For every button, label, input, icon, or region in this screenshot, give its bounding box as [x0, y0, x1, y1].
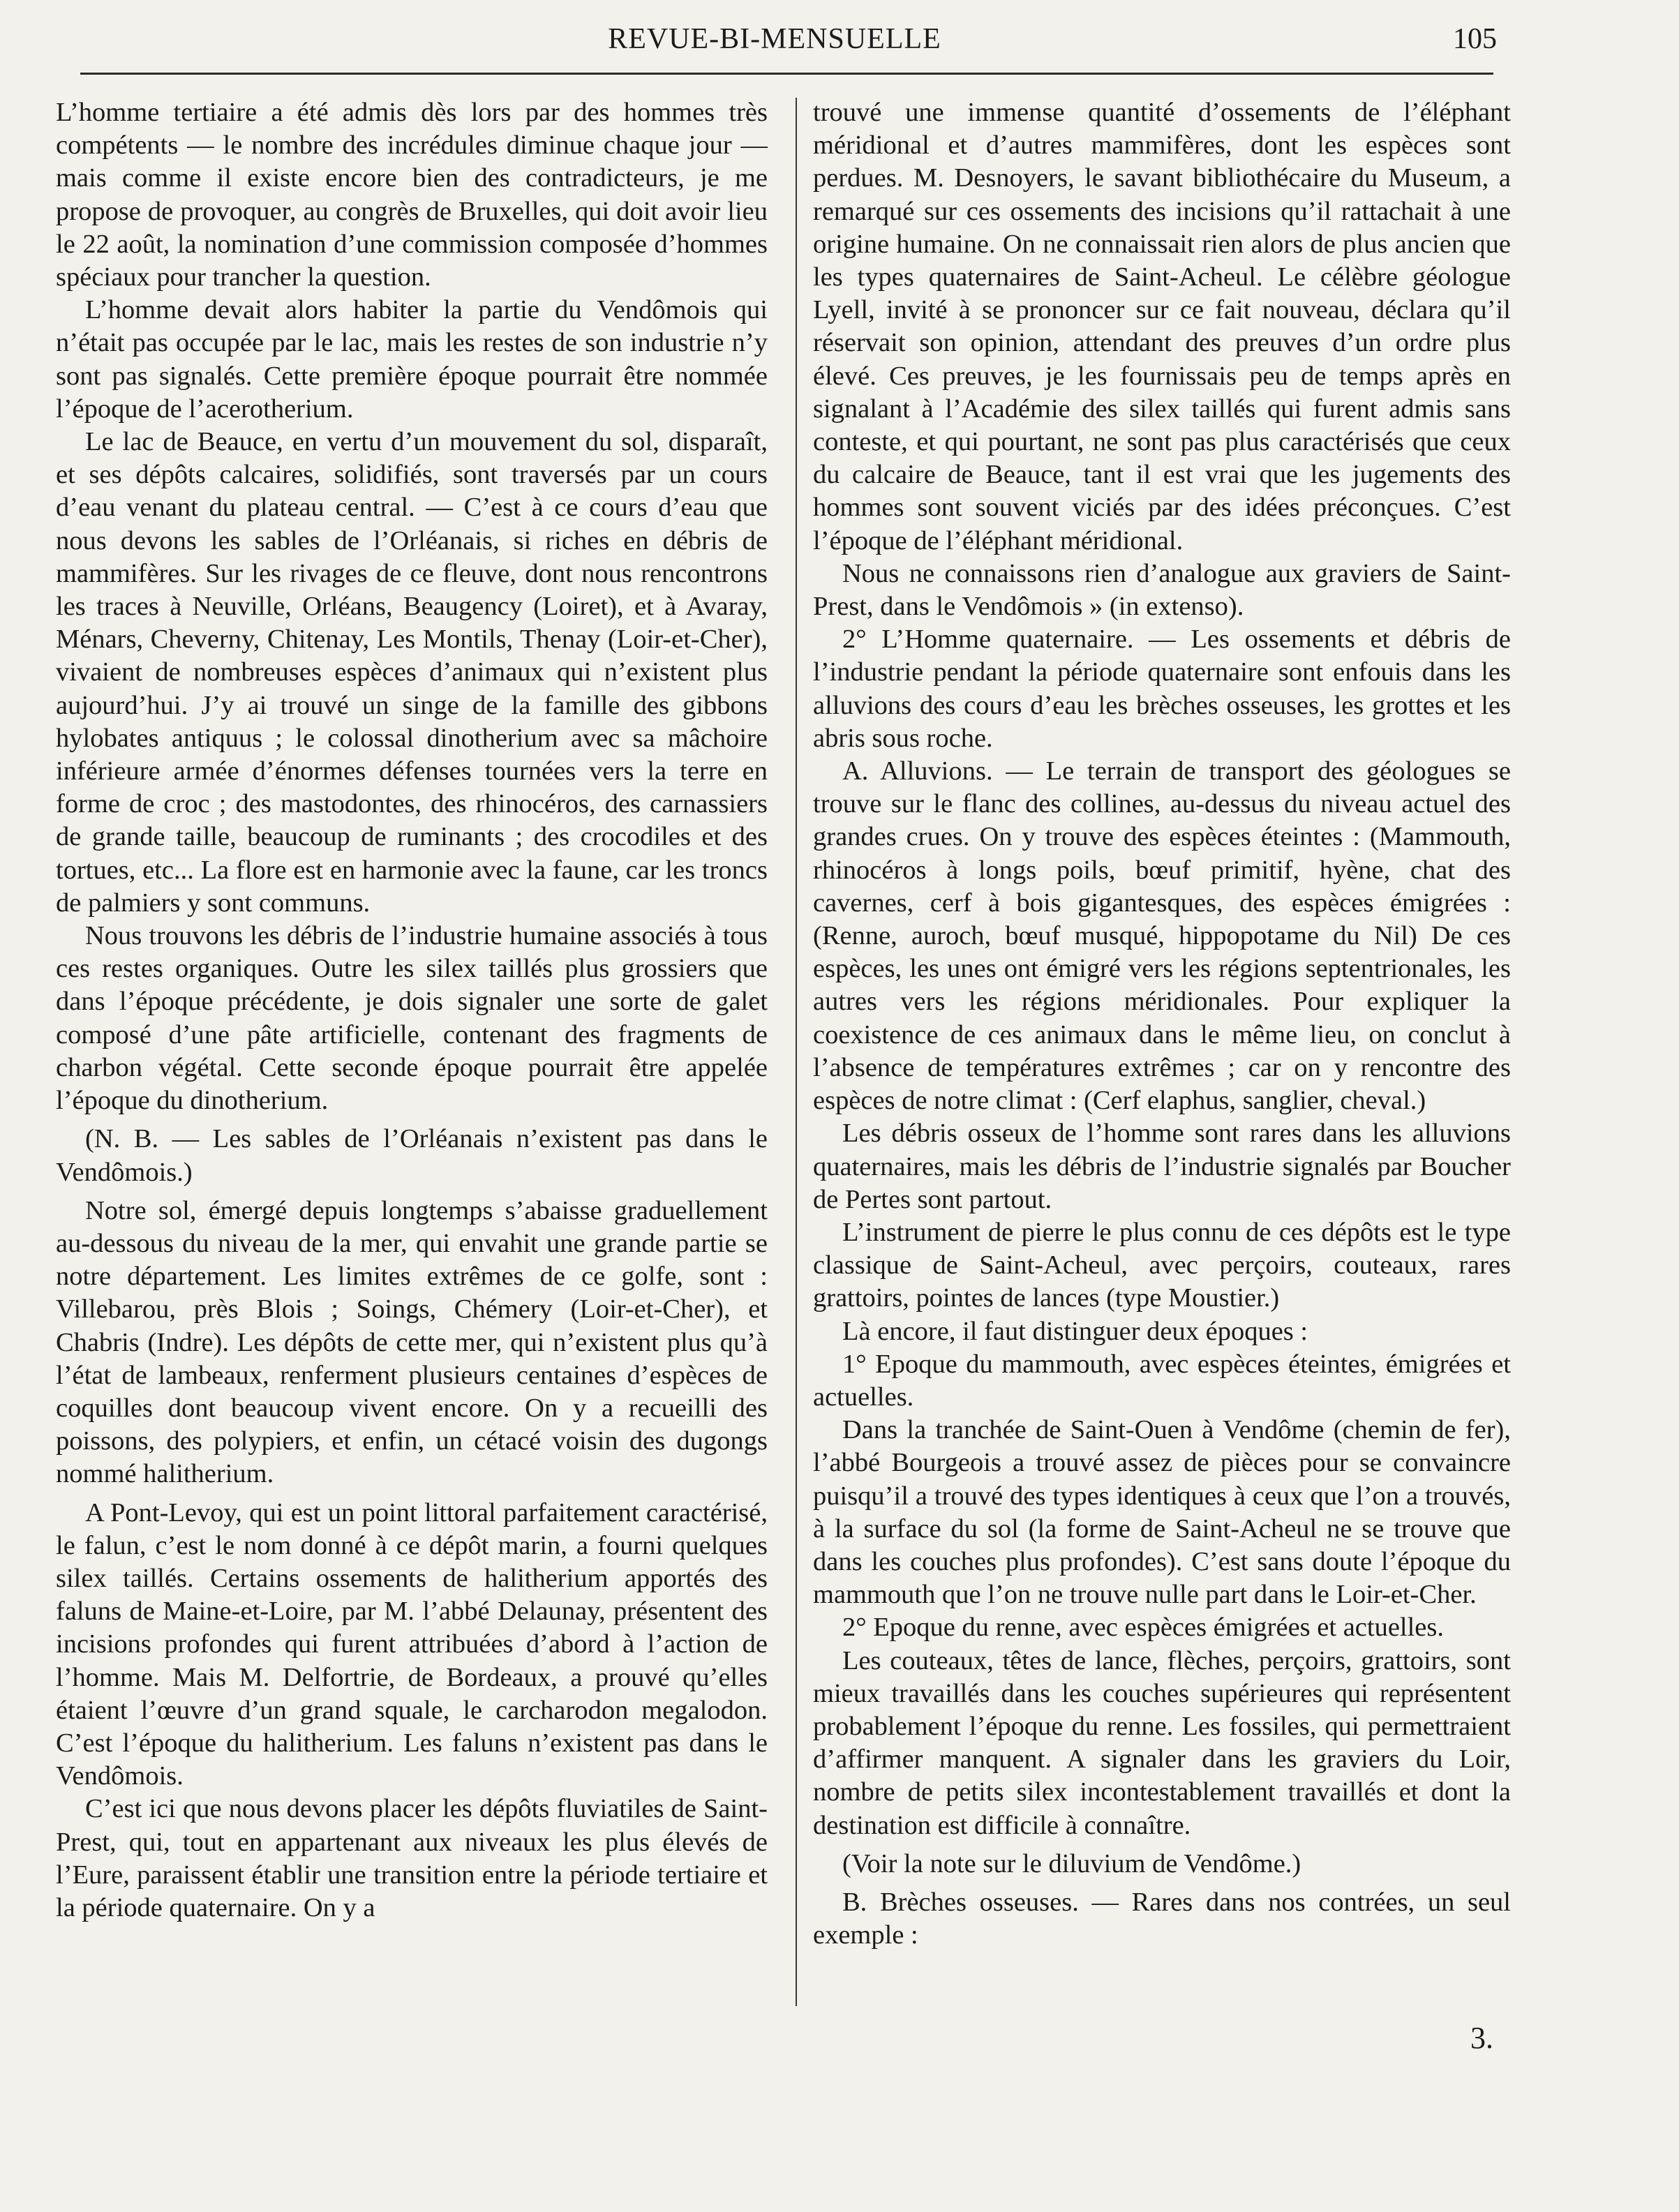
paragraph: trouvé une immense quantité d’ossements de l’éléphant méridional et d’autres mammifères, dont les espèces sont perdues. M. Desnoyers, le savant bibliothécaire du Museum, a remarqué sur ces ossements des incisions qu’il rattachait à une origine humaine. On ne connaissait rien alors de plus ancien que les types quaternaires de Saint-Acheul. Le célèbre géologue Lyell, invité à se prononcer sur ce fait nouveau, déclara qu’il réservait son opinion, attendant des preuves d’un ordre plus élevé. Ces preuves, je les fournissais peu de temps après en signalant à l’Académie des silex taillés qui furent admis sans conteste, et qui pourtant, ne sont pas plus caractérisés que ceux du calcaire de Beauce, tant il est vrai que les jugements des hommes sont souvent viciés par des idées préconçues. C’est l’époque de l’éléphant méridional.	[813, 98, 1511, 555]
header-rule	[80, 73, 1493, 75]
paragraph: (N. B. — Les sables de l’Orléanais n’existent pas dans le Vendômois.)	[56, 1124, 768, 1187]
paragraph: (Voir la note sur le diluvium de Vendôme.)	[842, 1848, 1301, 1878]
paragraph: 2° L’Homme quaternaire. — Les ossements et débris de l’industrie pendant la période quaternaire sont enfouis dans les alluvions des cours d’eau les brèches osseuses, les grottes et les abris sous roche.	[813, 625, 1511, 753]
paragraph: A. Alluvions. — Le terrain de transport des géologues se trouve sur le flanc des collines, au-dessus du niveau actuel des grandes crues. On y trouve des espèces éteintes : (Mammouth, rhinocéros à longs poils, bœuf primitif, hyène, chat des cavernes, cerf à bois gigantesques, des espèces émigrées : (Renne, auroch, bœuf musqué, hippopotame du Nil) De ces espèces, les unes ont émigré vers les régions septentrionales, les autres vers les régions méridionales. Pour expliquer la coexistence de ces animaux dans le même lieu, on conclut à l’absence de températures extrêmes ; car on y rencontre des espèces de notre climat : (Cerf elaphus, sanglier, cheval.)	[813, 756, 1511, 1116]
running-title: REVUE-BI-MENSUELLE	[608, 23, 941, 55]
right-column	[813, 96, 1511, 1952]
paragraph: A Pont-Levoy, qui est un point littoral parfaitement caractérisé, le falun, c’est le nom donné à ce dépôt marin, a fourni quelques silex taillés. Certains ossements de halitherium apportés des faluns de Maine-et-Loire, par M. l’abbé Delaunay, présentent des incisions profondes qui furent attribuées d’abord à l’action de l’homme. Mais M. Delfortrie, de Bordeaux, a prouvé qu’elles étaient l’œuvre d’un grand squale, le carcharodon megalodon. C’est l’époque du halitherium. Les faluns n’existent pas dans le Vendômois.	[56, 1497, 768, 1791]
paragraph: Nous ne connaissons rien d’analogue aux graviers de Saint-Prest, dans le Vendômois » (in extenso).	[813, 558, 1511, 622]
running-header	[56, 21, 1497, 63]
paragraph: Nous trouvons les débris de l’industrie humaine associés à tous ces restes organiques. Outre les silex taillés plus grossiers que dans l’époque précédente, je dois signaler une sorte de galet composé d’une pâte artificielle, contenant des fragments de charbon végétal. Cette seconde époque pourrait être appelée l’époque du dinotherium.	[56, 921, 768, 1116]
left-column	[56, 96, 768, 1925]
paragraph: L’instrument de pierre le plus connu de ces dépôts est le type classique de Saint-Acheul, avec perçoirs, couteaux, rares grattoirs, pointes de lances (type Moustier.)	[813, 1217, 1511, 1313]
column-divider	[796, 98, 797, 2006]
paragraph: Là encore, il faut distinguer deux époques :	[842, 1316, 1308, 1346]
paragraph: Les débris osseux de l’homme sont rares dans les alluvions quaternaires, mais les débris de l’industrie signalés par Boucher de Pertes sont partout.	[813, 1119, 1511, 1214]
page-number: 105	[1453, 23, 1497, 55]
paragraph: L’homme devait alors habiter la partie du Vendômois qui n’était pas occupée par le lac, mais les restes de son industrie n’y sont pas signalés. Cette première époque pourrait être nommée l’époque de l’acerotherium.	[56, 295, 768, 424]
paragraph: 2° Epoque du renne, avec espèces émigrées et actuelles.	[842, 1613, 1445, 1643]
paragraph: Notre sol, émergé depuis longtemps s’abaisse graduellement au-dessous du niveau de la mer, qui envahit une grande partie se notre département. Les limites extrêmes de ce golfe, sont : Villebarou, près Blois ; Soings, Chémery (Loir-et-Cher), et Chabris (Indre). Les dépôts de cette mer, qui n’existent plus qu’à l’état de lambeaux, renferment plusieurs centaines d’espèces de coquilles dont beaucoup vivent encore. On y a recueilli des poissons, des polypiers, et enfin, un cétacé voisin des dugongs nommé halitherium.	[56, 1195, 768, 1489]
signature-mark: 3.	[1470, 2021, 1493, 2055]
paragraph: Le lac de Beauce, en vertu d’un mouvement du sol, disparaît, et ses dépôts calcaires, solidifiés, sont traversés par un cours d’eau venant du plateau central. — C’est à ce cours d’eau que nous devons les sables de l’Orléanais, si riches en débris de mammifères. Sur les rivages de ce fleuve, dont nous rencontrons les traces à Neuville, Orléans, Beaugency (Loiret), et à Avaray, Ménars, Cheverny, Chitenay, Les Montils, Thenay (Loir-et-Cher), vivaient de nombreuses espèces d’animaux qui n’existent plus aujourd’hui. J’y ai trouvé un singe de la famille des gibbons hylobates antiquus ; le colossal dinotherium avec sa mâchoire inférieure armée d’énormes défenses tournées vers la terre en forme de croc ; des mastodontes, des rhinocéros, des carnassiers de grande taille, beaucoup de ruminants ; des crocodiles et des tortues, etc... La flore est en harmonie avec la faune, car les troncs de palmiers y sont communs.	[56, 427, 768, 918]
paragraph: Dans la tranchée de Saint-Ouen à Vendôme (chemin de fer), l’abbé Bourgeois a trouvé assez de pièces pour se convaincre puisqu’il a trouvé des types identiques à ceux que l’on a trouvés, à la surface du sol (la forme de Saint-Acheul ne se trouve que dans les couches plus profondes). C’est sans doute l’époque du mammouth que l’on ne trouve nulle part dans le Loir-et-Cher.	[813, 1415, 1511, 1610]
paragraph: C’est ici que nous devons placer les dépôts fluviatiles de Saint-Prest, qui, tout en appartenant aux niveaux les plus élevés de l’Eure, paraissent établir une transition entre la période tertiaire et la période quaternaire. On y a	[56, 1794, 768, 1922]
paragraph: 1° Epoque du mammouth, avec espèces éteintes, émigrées et actuelles.	[813, 1349, 1511, 1412]
paragraph: Les couteaux, têtes de lance, flèches, perçoirs, grattoirs, sont mieux travaillés dans les couches supérieures qui représentent probablement l’époque du renne. Les fossiles, qui permettraient d’affirmer manquent. A signaler dans les graviers du Loir, nombre de petits silex incontestablement travaillés et dont la destination est difficile à connaître.	[813, 1645, 1511, 1840]
paragraph: B. Brèches osseuses. — Rares dans nos contrées, un seul exemple :	[813, 1887, 1511, 1950]
paragraph: L’homme tertiaire a été admis dès lors par des hommes très compétents — le nombre des incrédules diminue chaque jour — mais comme il existe encore bien des contradicteurs, je me propose de provoquer, au congrès de Bruxelles, qui doit avoir lieu le 22 août, la nomination d’une commission composée d’hommes spéciaux pour trancher la question.	[56, 98, 768, 292]
